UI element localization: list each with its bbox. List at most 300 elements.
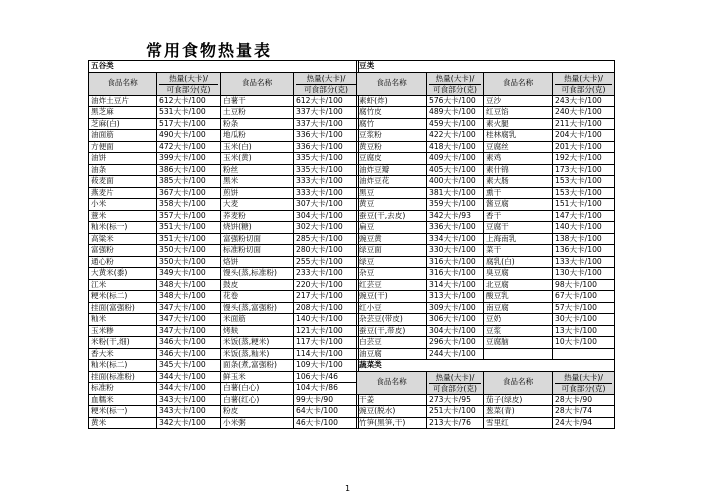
food-name-cell: 标准粉切面 — [221, 245, 294, 257]
food-name-cell: 杂豆 — [357, 268, 427, 280]
food-name-cell: 素鸡 — [484, 153, 553, 165]
food-name-cell: 薏米 — [89, 210, 157, 222]
calorie-cell: 153大卡/100 — [553, 176, 615, 188]
calorie-cell: 337大卡/100 — [294, 118, 359, 130]
calorie-cell: 385大卡/100 — [157, 176, 221, 188]
calorie-cell: 114大卡/100 — [294, 348, 359, 360]
calorie-cell: 342大卡/100 — [157, 417, 221, 429]
beans-vegetables-table — [356, 60, 615, 429]
table-row — [357, 279, 615, 291]
food-name-cell: 小米 — [89, 199, 157, 211]
table-row — [89, 417, 359, 429]
header-calorie — [157, 72, 221, 95]
table-row — [89, 130, 359, 142]
table-row — [357, 337, 615, 349]
header-calorie-line2: 可食部分(克) — [433, 383, 477, 393]
calorie-cell: 147大卡/100 — [553, 210, 615, 222]
calorie-cell: 351大卡/100 — [157, 233, 221, 245]
food-name-cell: 茄子(绿皮) — [484, 394, 553, 406]
header-food-name: 食品名称 — [89, 72, 157, 95]
header-calorie-line1: 热量(大卡)/ — [555, 73, 612, 85]
food-name-cell: 酸豆乳 — [484, 291, 553, 303]
calorie-cell: 243大卡/100 — [553, 95, 615, 107]
calorie-cell: 28大卡/74 — [553, 406, 615, 418]
food-name-cell: 米面筋 — [221, 314, 294, 326]
table-row — [357, 314, 615, 326]
header-calorie-line1: 热量(大卡)/ — [429, 73, 481, 85]
food-name-cell: 香大米 — [89, 348, 157, 360]
food-name-cell: 干姜 — [357, 394, 427, 406]
food-name-cell: 北豆腐 — [484, 279, 553, 291]
table-row — [89, 176, 359, 188]
calorie-cell: 104大卡/86 — [294, 383, 359, 395]
food-name-cell: 白薯(白心) — [221, 383, 294, 395]
table-row — [89, 187, 359, 199]
table-row — [357, 256, 615, 268]
header-calorie — [427, 371, 484, 394]
table-row — [89, 164, 359, 176]
header-food-name: 食品名称 — [484, 72, 553, 95]
food-name-cell: 粉皮 — [221, 406, 294, 418]
header-calorie-line1: 热量(大卡)/ — [429, 372, 481, 384]
food-name-cell: 腐竹皮 — [357, 107, 427, 119]
calorie-cell: 121大卡/100 — [294, 325, 359, 337]
calorie-cell: 98大卡/100 — [553, 279, 615, 291]
food-name-cell: 黑米 — [221, 176, 294, 188]
calorie-cell: 351大卡/100 — [157, 222, 221, 234]
table-row — [89, 394, 359, 406]
food-name-cell: 面条(煮,富强粉) — [221, 360, 294, 372]
food-name-cell: 油豆腐 — [357, 348, 427, 360]
food-name-cell: 竹笋(黑笋,干) — [357, 417, 427, 429]
table-row — [89, 256, 359, 268]
page-number: 1 — [345, 484, 351, 493]
calorie-cell: 106大卡/46 — [294, 371, 359, 383]
calorie-cell: 133大卡/100 — [553, 256, 615, 268]
food-name-cell: 臭豆腐 — [484, 268, 553, 280]
food-name-cell: 酱豆腐 — [484, 199, 553, 211]
food-name-cell: 黄豆 — [357, 199, 427, 211]
food-name-cell: 烧饼(糖) — [221, 222, 294, 234]
food-name-cell: 烤麸 — [221, 325, 294, 337]
calorie-cell: 309大卡/100 — [427, 302, 484, 314]
calorie-cell: 130大卡/100 — [553, 268, 615, 280]
food-name-cell: 烙饼 — [221, 256, 294, 268]
calorie-cell: 151大卡/100 — [553, 199, 615, 211]
calorie-cell: 344大卡/100 — [157, 383, 221, 395]
table-row — [357, 394, 615, 406]
calorie-cell: 347大卡/100 — [157, 302, 221, 314]
food-name-cell: 黑芝麻 — [89, 107, 157, 119]
table-row — [89, 222, 359, 234]
food-name-cell: 黑豆 — [357, 187, 427, 199]
food-name-cell: 籼米(标一) — [89, 222, 157, 234]
table-row — [357, 348, 615, 360]
table-row — [357, 233, 615, 245]
food-name-cell: 通心粉 — [89, 256, 157, 268]
food-name-cell: 芝麻(白) — [89, 118, 157, 130]
table-row — [357, 187, 615, 199]
calorie-cell: 64大卡/100 — [294, 406, 359, 418]
header-calorie-line2: 可食部分(克) — [166, 84, 211, 94]
calorie-cell: 330大卡/100 — [427, 245, 484, 257]
calorie-cell: 173大卡/100 — [553, 164, 615, 176]
calorie-cell: 399大卡/100 — [157, 153, 221, 165]
table-row — [89, 406, 359, 418]
food-name-cell: 油饼 — [89, 153, 157, 165]
calorie-cell: 490大卡/100 — [157, 130, 221, 142]
header-food-name: 食品名称 — [357, 72, 427, 95]
food-name-cell: 玉米(白) — [221, 141, 294, 153]
calorie-cell: 204大卡/100 — [553, 130, 615, 142]
food-name-cell: 油炸土豆片 — [89, 95, 157, 107]
header-calorie — [427, 72, 484, 95]
food-name-cell: 白薯(红心) — [221, 394, 294, 406]
food-name-cell: 黄豆粉 — [357, 141, 427, 153]
food-name-cell: 油条 — [89, 164, 157, 176]
calorie-cell: 306大卡/100 — [427, 314, 484, 326]
calorie-cell: 153大卡/100 — [553, 187, 615, 199]
table-row — [357, 222, 615, 234]
food-name-cell: 豆沙 — [484, 95, 553, 107]
food-name-cell: 血糯米 — [89, 394, 157, 406]
food-name-cell: 馒头(蒸,标准粉) — [221, 268, 294, 280]
food-name-cell: 油炸豆瓣 — [357, 164, 427, 176]
calorie-cell: 347大卡/100 — [157, 314, 221, 326]
food-name-cell: 腐竹 — [357, 118, 427, 130]
header-calorie-line1: 热量(大卡)/ — [159, 73, 218, 85]
food-name-cell: 江米 — [89, 279, 157, 291]
calorie-cell: 99大卡/90 — [294, 394, 359, 406]
table-row — [89, 337, 359, 349]
food-name-cell — [484, 348, 553, 360]
food-name-cell: 白芸豆 — [357, 337, 427, 349]
food-name-cell: 豆浆粉 — [357, 130, 427, 142]
calorie-cell: 30大卡/100 — [553, 314, 615, 326]
calorie-cell: 418大卡/100 — [427, 141, 484, 153]
food-name-cell: 雪里红 — [484, 417, 553, 429]
food-name-cell: 鼓皮 — [221, 279, 294, 291]
table-row — [89, 360, 359, 372]
food-name-cell: 素虾(炸) — [357, 95, 427, 107]
food-name-cell: 大黄米(黍) — [89, 268, 157, 280]
calorie-cell: 422大卡/100 — [427, 130, 484, 142]
table-row — [357, 291, 615, 303]
calorie-cell: 348大卡/100 — [157, 279, 221, 291]
calorie-cell: 337大卡/100 — [294, 107, 359, 119]
header-calorie-line2: 可食部分(克) — [304, 84, 348, 94]
food-name-cell: 素什锦 — [484, 164, 553, 176]
food-name-cell: 红小豆 — [357, 302, 427, 314]
food-name-cell: 杂芸豆(带皮) — [357, 314, 427, 326]
calorie-cell: 280大卡/100 — [294, 245, 359, 257]
section-title-vegetables: 蔬菜类 — [357, 360, 615, 372]
food-name-cell: 豆腐脑 — [484, 337, 553, 349]
calorie-cell: 381大卡/100 — [427, 187, 484, 199]
food-name-cell: 蚕豆(干,去皮) — [357, 210, 427, 222]
table-row — [357, 95, 615, 107]
calorie-cell: 273大卡/95 — [427, 394, 484, 406]
food-name-cell: 菜干 — [484, 245, 553, 257]
table-row — [357, 199, 615, 211]
food-name-cell: 粳米(标一) — [89, 406, 157, 418]
header-calorie — [553, 72, 615, 95]
calorie-cell: 342大卡/93 — [427, 210, 484, 222]
table-row — [89, 118, 359, 130]
calorie-cell: 255大卡/100 — [294, 256, 359, 268]
food-name-cell: 豆腐干 — [484, 222, 553, 234]
calorie-cell: 612大卡/100 — [294, 95, 359, 107]
table-row — [89, 268, 359, 280]
calorie-cell: 304大卡/100 — [427, 325, 484, 337]
food-name-cell: 玉米(黄) — [221, 153, 294, 165]
food-name-cell: 熏干 — [484, 187, 553, 199]
calorie-cell: 240大卡/100 — [553, 107, 615, 119]
calorie-cell: 316大卡/100 — [427, 256, 484, 268]
calorie-cell: 400大卡/100 — [427, 176, 484, 188]
calorie-cell: 140大卡/100 — [294, 314, 359, 326]
food-name-cell: 豌豆(干) — [357, 291, 427, 303]
calorie-cell: 233大卡/100 — [294, 268, 359, 280]
food-name-cell: 籼米 — [89, 314, 157, 326]
table-row — [357, 302, 615, 314]
header-food-name: 食品名称 — [221, 72, 294, 95]
table-row — [357, 118, 615, 130]
calorie-cell: 220大卡/100 — [294, 279, 359, 291]
food-name-cell: 地瓜粉 — [221, 130, 294, 142]
calorie-cell: 345大卡/100 — [157, 360, 221, 372]
table-row — [89, 153, 359, 165]
food-name-cell: 煎饼 — [221, 187, 294, 199]
header-calorie — [294, 72, 359, 95]
table-row — [357, 130, 615, 142]
calorie-cell — [553, 348, 615, 360]
header-calorie-line2: 可食部分(克) — [561, 84, 606, 94]
table-row — [89, 210, 359, 222]
calorie-cell: 472大卡/100 — [157, 141, 221, 153]
header-food-name: 食品名称 — [484, 371, 553, 394]
calorie-cell: 136大卡/100 — [553, 245, 615, 257]
table-row — [357, 325, 615, 337]
table-row — [89, 348, 359, 360]
food-name-cell: 油面筋 — [89, 130, 157, 142]
food-name-cell: 高粱米 — [89, 233, 157, 245]
table-row — [89, 245, 359, 257]
calorie-cell: 350大卡/100 — [157, 256, 221, 268]
table-row — [357, 268, 615, 280]
calorie-cell: 343大卡/100 — [157, 394, 221, 406]
header-food-name: 食品名称 — [357, 371, 427, 394]
section-title-beans: 豆类 — [357, 61, 615, 73]
calorie-cell: 307大卡/100 — [294, 199, 359, 211]
page-title: 常用食物热量表 — [146, 41, 273, 60]
calorie-cell: 335大卡/100 — [294, 153, 359, 165]
calorie-cell: 285大卡/100 — [294, 233, 359, 245]
calorie-cell: 346大卡/100 — [157, 337, 221, 349]
table-row — [89, 291, 359, 303]
table-row — [89, 279, 359, 291]
food-name-cell: 粉丝 — [221, 164, 294, 176]
calorie-cell: 367大卡/100 — [157, 187, 221, 199]
food-name-cell: 莜麦面 — [89, 176, 157, 188]
header-calorie-line1: 热量(大卡)/ — [296, 73, 356, 85]
food-name-cell: 豆腐皮 — [357, 153, 427, 165]
food-name-cell: 蚕豆(干,带皮) — [357, 325, 427, 337]
calorie-cell: 13大卡/100 — [553, 325, 615, 337]
table-row — [89, 325, 359, 337]
calorie-cell: 57大卡/100 — [553, 302, 615, 314]
food-name-cell: 小米粥 — [221, 417, 294, 429]
food-name-cell: 油炸豆花 — [357, 176, 427, 188]
header-calorie — [553, 371, 615, 394]
calorie-cell: 333大卡/100 — [294, 187, 359, 199]
table-row — [89, 233, 359, 245]
calorie-cell: 316大卡/100 — [427, 268, 484, 280]
calorie-cell: 359大卡/100 — [427, 199, 484, 211]
calorie-cell: 192大卡/100 — [553, 153, 615, 165]
table-row — [89, 141, 359, 153]
header-calorie-line2: 可食部分(克) — [433, 84, 477, 94]
food-name-cell: 白薯干 — [221, 95, 294, 107]
table-row — [357, 417, 615, 429]
calorie-cell: 346大卡/100 — [157, 348, 221, 360]
food-name-cell: 标准粉 — [89, 383, 157, 395]
table-row — [357, 245, 615, 257]
food-name-cell: 挂面(富强粉) — [89, 302, 157, 314]
calorie-cell: 576大卡/100 — [427, 95, 484, 107]
food-name-cell: 葱菜(青) — [484, 406, 553, 418]
calorie-cell: 140大卡/100 — [553, 222, 615, 234]
calorie-cell: 10大卡/100 — [553, 337, 615, 349]
calorie-cell: 336大卡/100 — [294, 130, 359, 142]
calorie-cell: 612大卡/100 — [157, 95, 221, 107]
calorie-cell: 314大卡/100 — [427, 279, 484, 291]
calorie-cell: 296大卡/100 — [427, 337, 484, 349]
calorie-cell: 251大卡/100 — [427, 406, 484, 418]
food-name-cell: 素火腿 — [484, 118, 553, 130]
food-name-cell: 南豆腐 — [484, 302, 553, 314]
table-row — [357, 153, 615, 165]
header-calorie-line2: 可食部分(克) — [561, 383, 606, 393]
calorie-cell: 244大卡/100 — [427, 348, 484, 360]
food-name-cell: 素大肠 — [484, 176, 553, 188]
food-name-cell: 豌豆(脱水) — [357, 406, 427, 418]
calorie-cell: 336大卡/100 — [294, 141, 359, 153]
food-name-cell: 大麦 — [221, 199, 294, 211]
calorie-cell: 386大卡/100 — [157, 164, 221, 176]
calorie-cell: 67大卡/100 — [553, 291, 615, 303]
calorie-cell: 489大卡/100 — [427, 107, 484, 119]
calorie-cell: 343大卡/100 — [157, 406, 221, 418]
food-name-cell: 荞麦粉 — [221, 210, 294, 222]
food-name-cell: 鲜玉米 — [221, 371, 294, 383]
calorie-cell: 405大卡/100 — [427, 164, 484, 176]
calorie-cell: 208大卡/100 — [294, 302, 359, 314]
food-name-cell: 豌豆黄 — [357, 233, 427, 245]
table-row — [89, 383, 359, 395]
calorie-cell: 334大卡/100 — [427, 233, 484, 245]
food-name-cell: 米粉(干,细) — [89, 337, 157, 349]
section-title-grains: 五谷类 — [89, 61, 359, 73]
table-row — [357, 164, 615, 176]
table-row — [89, 199, 359, 211]
calorie-cell: 117大卡/100 — [294, 337, 359, 349]
calorie-cell: 313大卡/100 — [427, 291, 484, 303]
food-name-cell: 玉米糁 — [89, 325, 157, 337]
calorie-cell: 347大卡/100 — [157, 325, 221, 337]
food-name-cell: 花卷 — [221, 291, 294, 303]
table-row — [89, 302, 359, 314]
grains-table — [88, 60, 359, 429]
food-name-cell: 粳米(标二) — [89, 291, 157, 303]
food-name-cell: 富强粉 — [89, 245, 157, 257]
calorie-cell: 201大卡/100 — [553, 141, 615, 153]
calorie-cell: 109大卡/100 — [294, 360, 359, 372]
food-name-cell: 富强粉切面 — [221, 233, 294, 245]
food-name-cell: 土豆粉 — [221, 107, 294, 119]
food-name-cell: 豆腐丝 — [484, 141, 553, 153]
calorie-cell: 302大卡/100 — [294, 222, 359, 234]
calorie-cell: 358大卡/100 — [157, 199, 221, 211]
calorie-cell: 350大卡/100 — [157, 245, 221, 257]
food-name-cell: 绿豆面 — [357, 245, 427, 257]
header-calorie-line1: 热量(大卡)/ — [555, 372, 612, 384]
calorie-cell: 336大卡/100 — [427, 222, 484, 234]
calorie-cell: 348大卡/100 — [157, 291, 221, 303]
food-name-cell: 绿豆 — [357, 256, 427, 268]
calorie-cell: 531大卡/100 — [157, 107, 221, 119]
table-row — [89, 107, 359, 119]
calorie-cell: 357大卡/100 — [157, 210, 221, 222]
table-row — [89, 314, 359, 326]
food-name-cell: 黄米 — [89, 417, 157, 429]
food-name-cell: 方便面 — [89, 141, 157, 153]
food-name-cell: 米饭(蒸,籼米) — [221, 348, 294, 360]
food-name-cell: 红豆馅 — [484, 107, 553, 119]
calorie-cell: 333大卡/100 — [294, 176, 359, 188]
table-row — [357, 176, 615, 188]
food-name-cell: 米饭(蒸,粳米) — [221, 337, 294, 349]
food-name-cell: 红芸豆 — [357, 279, 427, 291]
calorie-cell: 213大卡/76 — [427, 417, 484, 429]
food-name-cell: 上海南乳 — [484, 233, 553, 245]
calorie-cell: 24大卡/94 — [553, 417, 615, 429]
calorie-cell: 304大卡/100 — [294, 210, 359, 222]
calorie-cell: 138大卡/100 — [553, 233, 615, 245]
food-name-cell: 馒头(蒸,富强粉) — [221, 302, 294, 314]
calorie-cell: 459大卡/100 — [427, 118, 484, 130]
food-name-cell: 燕麦片 — [89, 187, 157, 199]
calorie-cell: 217大卡/100 — [294, 291, 359, 303]
table-row — [89, 371, 359, 383]
table-row — [357, 141, 615, 153]
calorie-cell: 211大卡/100 — [553, 118, 615, 130]
calorie-cell: 28大卡/90 — [553, 394, 615, 406]
food-name-cell: 豆奶 — [484, 314, 553, 326]
food-name-cell: 扁豆 — [357, 222, 427, 234]
table-row — [357, 210, 615, 222]
food-name-cell: 粉条 — [221, 118, 294, 130]
food-name-cell: 豆浆 — [484, 325, 553, 337]
table-row — [357, 107, 615, 119]
calorie-cell: 344大卡/100 — [157, 371, 221, 383]
calorie-cell: 349大卡/100 — [157, 268, 221, 280]
calorie-cell: 46大卡/100 — [294, 417, 359, 429]
food-name-cell: 桂林腐乳 — [484, 130, 553, 142]
table-row — [357, 406, 615, 418]
calorie-cell: 517大卡/100 — [157, 118, 221, 130]
food-name-cell: 香干 — [484, 210, 553, 222]
